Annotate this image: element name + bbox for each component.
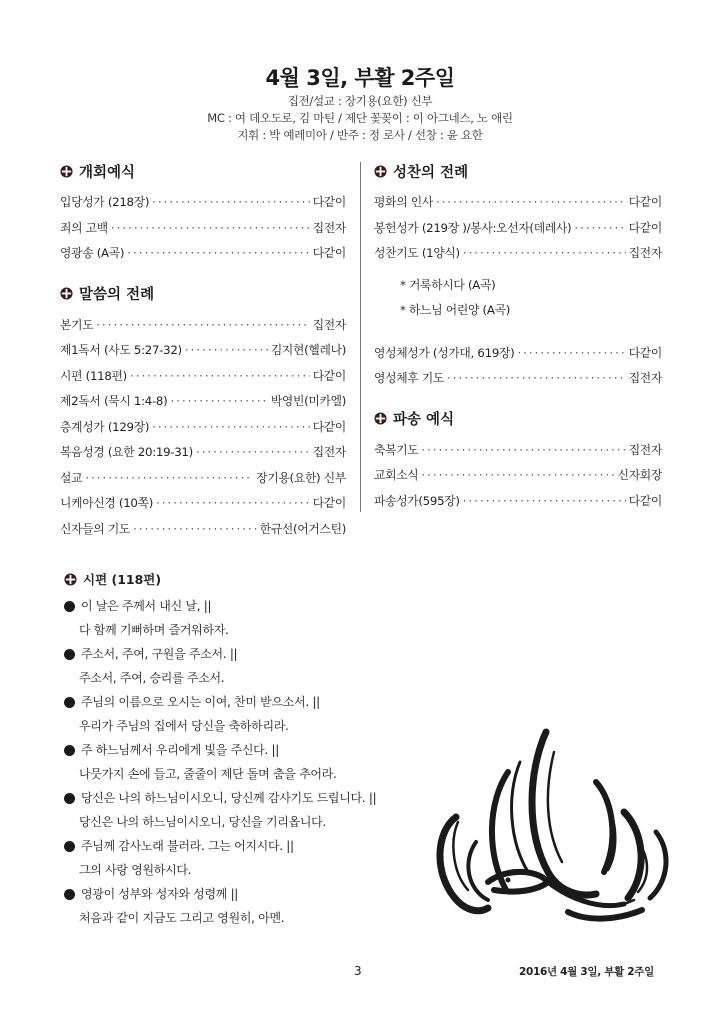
cross-circle-icon <box>374 412 387 425</box>
section-word-label: 말씀의 전례 <box>79 287 155 303</box>
bullet-icon <box>64 889 75 900</box>
psalm-verse <box>64 738 464 786</box>
page-number: 3 <box>354 964 362 978</box>
credit-line-celebrant: 집전/설교 : 장기용(요한) 신부 <box>287 94 433 108</box>
footer-date: 2016년 4월 3일, 부활 2주일 <box>518 966 654 978</box>
column-divider <box>360 162 361 512</box>
verse-call: 주님의 이름으로 오시는 이여, 찬미 받으소서. || <box>81 695 320 709</box>
cross-circle-icon <box>64 573 77 586</box>
credits <box>0 93 720 144</box>
list-item: 층계성가 (129장) ····· 다같이 <box>60 415 346 441</box>
list-item: 신자들의 기도 ····· 한규선(어거스틴) <box>60 517 346 543</box>
list-item: 복음성경 (요한 20:19-31) ····· 집전자 <box>60 440 346 466</box>
verse-call: 주 하느님께서 우리에게 빛을 주신다. || <box>81 743 279 757</box>
psalm-verse <box>64 594 464 642</box>
list-item: 제1독서 (사도 5:27-32) ····· 김지현(헬레나) <box>60 338 346 364</box>
verse-response: 그의 사랑 영원하시다. <box>79 863 192 877</box>
section-word-title <box>60 281 346 307</box>
list-item: 평화의 인사 ····· 다같이 <box>374 190 662 216</box>
psalm-verse <box>64 690 464 738</box>
list-item: 성찬기도 (1양식) ····· 집전자 <box>374 241 662 267</box>
verse-response: 우리가 주님의 집에서 당신을 축하하리라. <box>79 719 289 733</box>
psalm-title <box>64 568 464 590</box>
bullet-icon <box>64 601 75 612</box>
section-opening-label: 개회예식 <box>79 164 136 181</box>
list-item: 니케아신경 (10쪽) ····· 다같이 <box>60 491 346 517</box>
verse-response: 주소서, 주여, 승리를 주소서. <box>79 671 225 685</box>
list-item: 시편 (118편) ····· 다같이 <box>60 364 346 390</box>
psalm-section <box>64 568 464 930</box>
list-item: 파송성가(595장) ····· 다같이 <box>374 489 662 515</box>
section-dismissal-label: 파송 예식 <box>393 412 455 428</box>
list-item: 제2독서 (묵시 1:4-8) ····· 박영빈(미카엘) <box>60 389 346 415</box>
verse-response: 다 함께 기뻐하며 즐거워하자. <box>79 623 229 637</box>
cross-circle-icon <box>60 165 73 178</box>
section-eucharist-title <box>374 158 662 184</box>
list-item: 봉헌성가 (219장 )/봉사:오선자(데레사) ····· 다같이 <box>374 216 662 242</box>
right-column <box>374 158 662 514</box>
sub-item: * 하느님 어린양 (A곡) <box>400 302 510 317</box>
section-opening-title <box>60 158 346 184</box>
list-item: 영성체후 기도 ····· 집전자 <box>374 366 662 392</box>
section-dismissal-title <box>374 406 662 432</box>
bullet-icon <box>64 841 75 852</box>
psalm-title-label: 시편 (118편) <box>83 572 162 587</box>
credit-line-music: 지휘 : 박 예레미아 / 반주 : 정 로사 / 선창 : 윤 요한 <box>237 128 483 142</box>
bullet-icon <box>64 793 75 804</box>
list-item: 교회소식 ····· 신자회장 <box>374 463 662 489</box>
list-item: 설교 ····· 장기용(요한) 신부 <box>60 466 346 492</box>
dove-flames-artwork <box>428 722 678 932</box>
sub-item: * 거룩하시다 (A곡) <box>400 277 496 292</box>
psalm-verse <box>64 786 464 834</box>
psalm-verse <box>64 882 464 930</box>
verse-call: 당신은 나의 하느님이시오니, 당신께 감사기도 드립니다. || <box>81 791 377 805</box>
bullet-icon <box>64 745 75 756</box>
psalm-verse <box>64 834 464 882</box>
verse-call: 이 날은 주께서 내신 날, || <box>81 599 212 613</box>
verse-response: 나뭇가지 손에 들고, 줄줄이 제단 돌며 춤을 추어라. <box>79 767 337 781</box>
list-item: 영성체성가 (성가대, 619장) ····· 다같이 <box>374 341 662 367</box>
list-item: 죄의 고백 ····· 집전자 <box>60 216 346 242</box>
page-title: 4월 3일, 부활 2주일 <box>265 66 455 90</box>
list-item: 본기도 ····· 집전자 <box>60 313 346 339</box>
section-eucharist-label: 성찬의 전례 <box>393 164 469 181</box>
bullet-icon <box>64 697 75 708</box>
bullet-icon <box>64 649 75 660</box>
cross-circle-icon <box>60 287 73 300</box>
list-item: 축복기도 ····· 집전자 <box>374 438 662 464</box>
verse-response: 당신은 나의 하느님이시오니, 당신을 기리옵니다. <box>79 815 326 829</box>
verse-call: 주소서, 주여, 구원을 주소서. || <box>81 647 238 661</box>
list-item: 영광송 (A곡) ····· 다같이 <box>60 241 346 267</box>
left-column <box>60 158 346 542</box>
verse-call: 주님께 감사노래 불러라. 그는 어지시다. || <box>81 839 294 853</box>
psalm-verse <box>64 642 464 690</box>
list-item: 입당성가 (218장) ····· 다같이 <box>60 190 346 216</box>
cross-circle-icon <box>374 165 387 178</box>
verse-call: 영광이 성부와 성자와 성령께 || <box>81 887 239 901</box>
verse-response: 처음과 같이 지금도 그리고 영원히, 아멘. <box>79 911 285 925</box>
credit-line-mc: MC : 여 데오도로, 김 마틴 / 제단 꽃꽂이 : 이 아그네스, 노 애린 <box>207 111 513 125</box>
